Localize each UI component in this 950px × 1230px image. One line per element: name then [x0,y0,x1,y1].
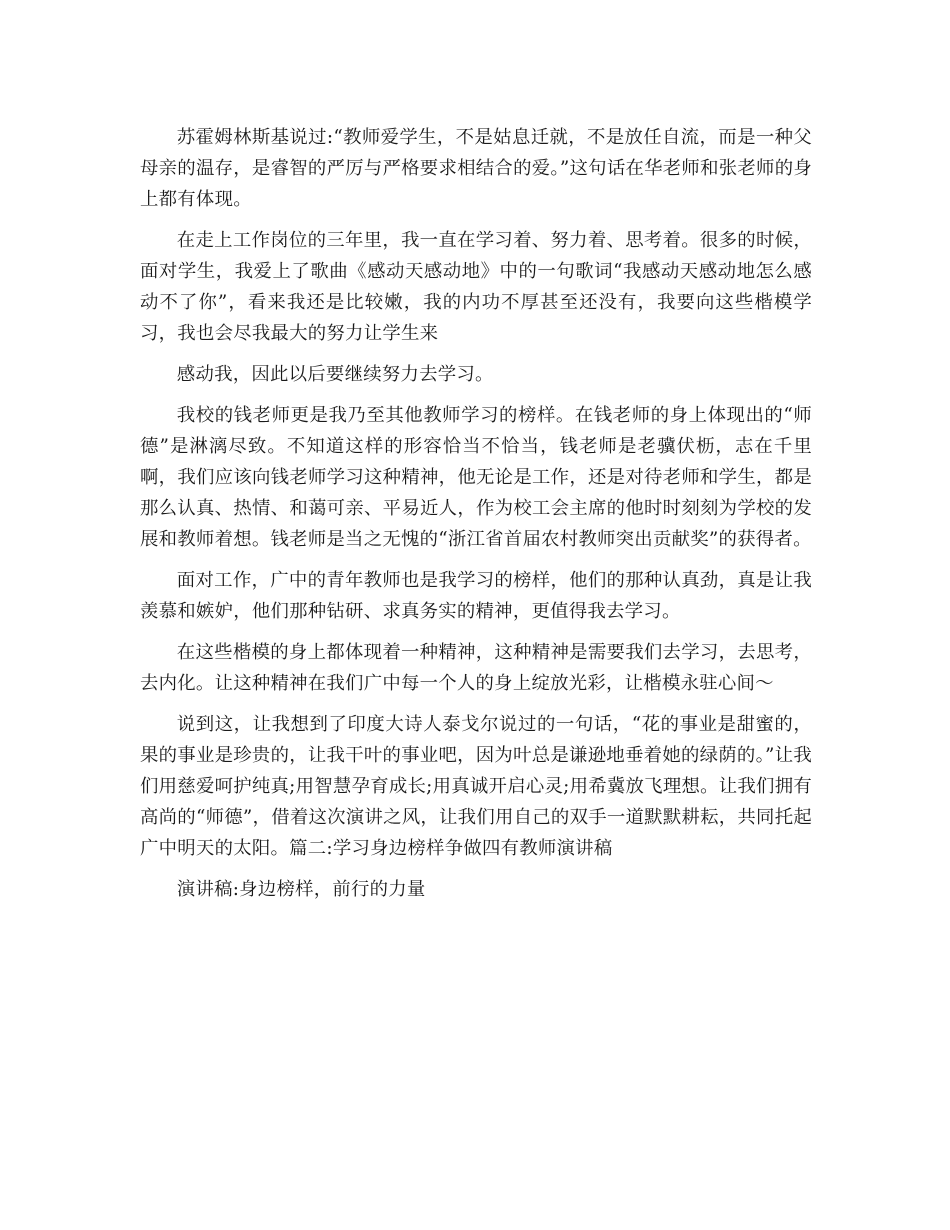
paragraph-3: 感动我，因此以后要继续努力去学习。 [176,364,494,385]
paragraph-2: 在走上工作岗位的三年里，我一直在学习着、努力着、思考着。很多的时候，面对学生，我爱上了歌曲《感动天感动地》中的一句歌词“我感动天感动地怎么感动不了你”，看来我还是比较嫩，我的内功不厚甚至还没有，我要向这些楷模学习，我也会尽我最大的努力让学生来 [140,230,812,344]
document-body [140,122,812,915]
paragraph-4: 我校的钱老师更是我乃至其他教师学习的榜样。在钱老师的身上体现出的“师德”是淋漓尽致。不知道这样的形容恰当不恰当，钱老师是老骥伏枥，志在千里啊，我们应该向钱老师学习这种精神，他无论是工作，还是对待老师和学生，都是那么认真、热情、和蔼可亲、平易近人，作为校工会主席的他时时刻刻为学校的发展和教师着想。钱老师是当之无愧的“浙江省首届农村教师突出贡献奖”的获得者。 [140,405,812,550]
paragraph-6: 在这些楷模的身上都体现着一种精神，这种精神是需要我们去学习，去思考，去内化。让这种精神在我们广中每一个人的身上绽放光彩，让楷模永驻心间～ [140,642,812,694]
paragraph-1: 苏霍姆林斯基说过:“教师爱学生，不是姑息迁就，不是放任自流，而是一种父母亲的温存，是睿智的严厉与严格要求相结合的爱。”这句话在华老师和张老师的身上都有体现。 [140,127,812,210]
paragraph-8: 演讲稿:身边榜样，前行的力量 [176,879,426,900]
paragraph-7: 说到这，让我想到了印度大诗人泰戈尔说过的一句话，“花的事业是甜蜜的，果的事业是珍贵的，让我干叶的事业吧，因为叶总是谦逊地垂着她的绿荫的。”让我们用慈爱呵护纯真;用智慧孕育成长;用真诚开启心灵;用希冀放飞理想。让我们拥有高尚的“师德”，借着这次演讲之风，让我们用自己的双手一道默默耕耘，共同托起广中明天的太阳。篇二:学习身边榜样争做四有教师演讲稿 [140,714,812,859]
paragraph-5: 面对工作，广中的青年教师也是我学习的榜样，他们的那种认真劲，真是让我羡慕和嫉妒，他们那种钻研、求真务实的精神，更值得我去学习。 [140,570,812,622]
